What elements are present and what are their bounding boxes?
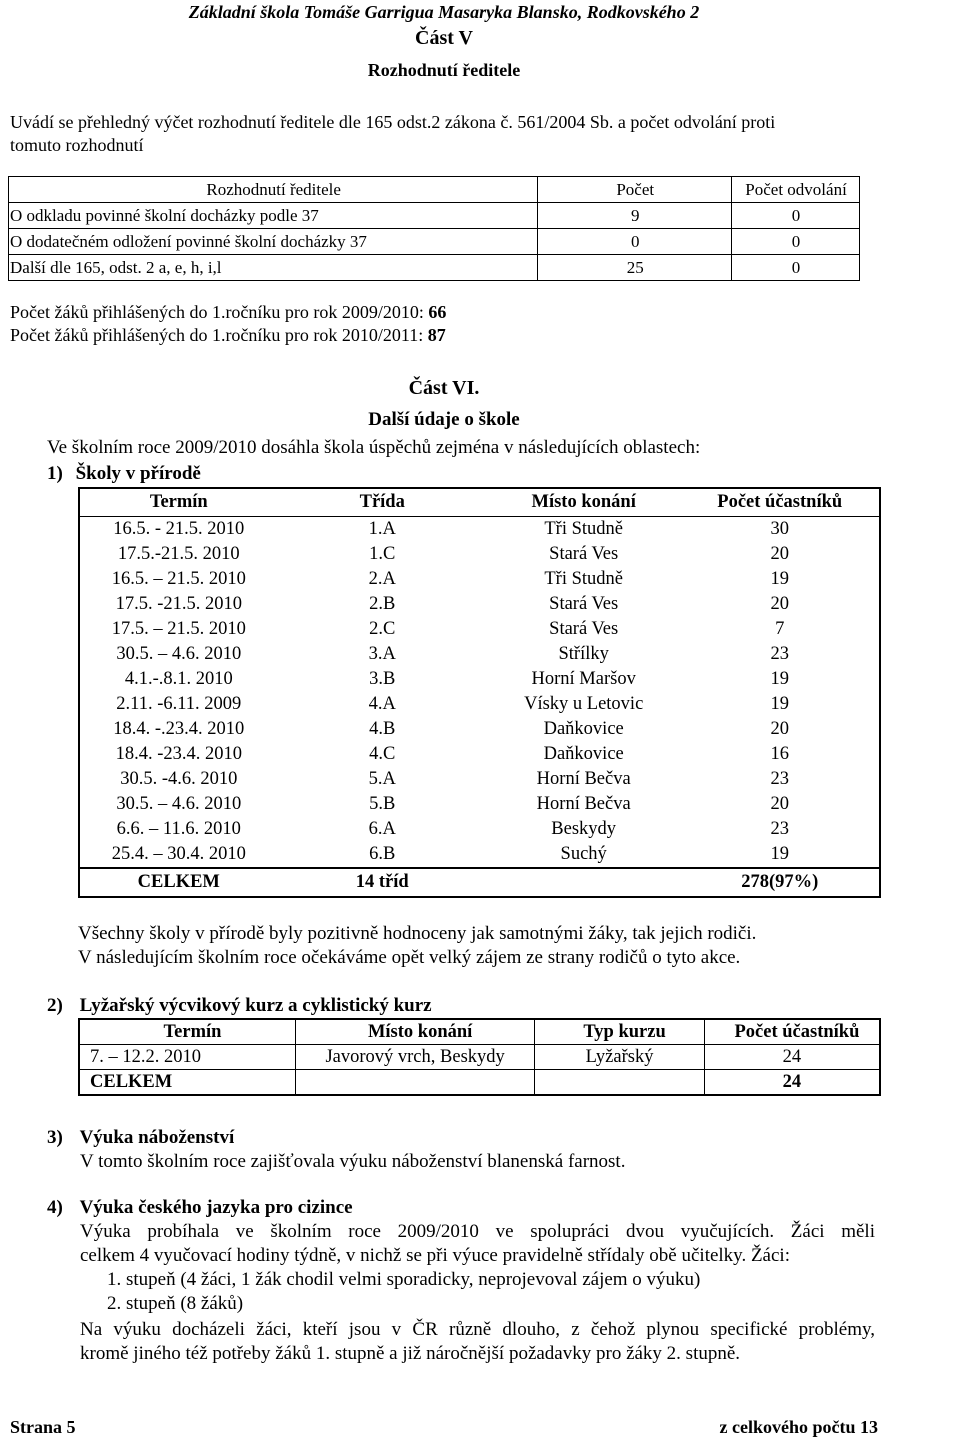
table-cell: 0 <box>732 255 860 281</box>
table-cell: Tři Studně <box>544 569 623 589</box>
table-row <box>79 842 880 868</box>
table-row <box>79 617 880 642</box>
section-title: Školy v přírodě <box>75 463 201 484</box>
table-cell: 5.A <box>368 769 396 789</box>
section-number: 4) <box>47 1197 63 1218</box>
table-header: Počet účastníků <box>704 1019 880 1045</box>
table-cell: Střílky <box>558 644 609 664</box>
table-cell: CELKEM <box>79 868 278 897</box>
table-cell: 0 <box>732 203 860 229</box>
enrollment-value: 87 <box>427 325 446 345</box>
table-cell: 278(97%) <box>680 868 880 897</box>
table-row <box>79 817 880 842</box>
section3-heading <box>47 1127 234 1149</box>
table-cell: 2.C <box>369 619 396 639</box>
part6-subtitle: Další údaje o škole <box>368 409 520 430</box>
section-title: Výuka českého jazyka pro cizince <box>79 1197 353 1218</box>
section1-note-2: V následujícím školním roce očekáváme opět velký zájem ze strany rodičů o tyto akce. <box>78 947 741 968</box>
table-cell: 17.5.-21.5. 2010 <box>79 542 278 567</box>
table-cell <box>535 1070 705 1096</box>
section1-heading <box>47 463 201 485</box>
table-cell: Horní Bečva <box>536 769 631 789</box>
table-cell: Stará Ves <box>549 594 619 614</box>
table-cell: Daňkovice <box>543 744 624 764</box>
section4-line-4: kromě jiného též potřeby žáků 1. stupně a již náročnější požadavky pro žáky 2. stupně. <box>80 1343 741 1364</box>
section4-line-3: Na výuku docházeli žáci, kteří jsou v ČR různě dlouho, z čehož plynou specifické problémy, <box>80 1319 875 1340</box>
table-cell: 4.1.-.8.1. 2010 <box>79 667 278 692</box>
table-cell: 16.5. - 21.5. 2010 <box>79 517 278 543</box>
table-cell: 6.B <box>369 844 396 864</box>
table-cell: 4.A <box>368 694 396 714</box>
table-header: Třída <box>278 488 487 517</box>
school-name: Základní škola Tomáše Garrigua Masaryka Blansko, Rodkovského 2 <box>188 2 700 22</box>
table-header: Počet účastníků <box>680 488 880 517</box>
table-cell: 18.4. -23.4. 2010 <box>79 742 278 767</box>
table-cell: 0 <box>538 229 732 255</box>
table-header-row <box>79 488 880 517</box>
table-row <box>9 255 860 281</box>
footer-page-total: z celkového počtu 13 <box>719 1417 878 1437</box>
section-title: Lyžařský výcvikový kurz a cyklistický kurz <box>79 995 432 1016</box>
table-row <box>79 567 880 592</box>
table-cell: Vísky u Letovic <box>524 694 644 714</box>
table-cell: 3.B <box>369 669 396 689</box>
table-cell: 19 <box>680 692 880 717</box>
section4-item-1: 1. stupeň (4 žáci, 1 žák chodil velmi sporadicky, neprojevoval zájem o výuku) <box>107 1269 701 1290</box>
table-cell: 30.5. -4.6. 2010 <box>79 767 278 792</box>
table-cell: 3.A <box>368 644 396 664</box>
table-cell <box>487 868 681 897</box>
table-cell: 20 <box>680 542 880 567</box>
table-total-row <box>79 868 880 897</box>
table-cell: 2.11. -6.11. 2009 <box>79 692 278 717</box>
table-cell: 25.4. – 30.4. 2010 <box>79 842 278 868</box>
table-cell: 4.C <box>369 744 396 764</box>
table-cell: 1.C <box>369 544 396 564</box>
table-total-row <box>79 1070 880 1096</box>
table-cell: 24 <box>704 1070 880 1096</box>
table-cell: 30.5. – 4.6. 2010 <box>79 792 278 817</box>
section-number: 2) <box>47 995 63 1016</box>
table-header: Rozhodnutí ředitele <box>9 177 538 203</box>
table-cell: Javorový vrch, Beskydy <box>295 1045 534 1070</box>
table-cell: 6.6. – 11.6. 2010 <box>79 817 278 842</box>
table-header: Termín <box>79 488 278 517</box>
section2-heading <box>47 995 432 1017</box>
enrollment-label: Počet žáků přihlášených do 1.ročníku pro rok 2009/2010: <box>10 302 424 322</box>
table-cell: Lyžařský <box>535 1045 705 1070</box>
table-header: Typ kurzu <box>535 1019 705 1045</box>
enrollment-label: Počet žáků přihlášených do 1.ročníku pro rok 2010/2011: <box>10 325 424 345</box>
section-number: 1) <box>47 463 63 484</box>
table-cell: 7 <box>680 617 880 642</box>
part-heading: Část V <box>415 27 473 49</box>
table-cell: Horní Bečva <box>536 794 631 814</box>
table-header: Místo konání <box>295 1019 534 1045</box>
enrollment-value: 66 <box>428 302 447 322</box>
table-row <box>9 229 860 255</box>
table-cell: 16.5. – 21.5. 2010 <box>79 567 278 592</box>
table-row <box>79 742 880 767</box>
ski-course-table <box>78 1018 881 1096</box>
table-cell: O odkladu povinné školní docházky podle 37 <box>9 203 538 229</box>
table-header: Termín <box>79 1019 295 1045</box>
table-cell <box>295 1070 534 1096</box>
table-row <box>79 717 880 742</box>
enrollment-line-1 <box>10 302 446 323</box>
table-cell: Suchý <box>560 844 607 864</box>
table-row <box>79 767 880 792</box>
table-cell: 25 <box>538 255 732 281</box>
table-cell: 14 tříd <box>278 868 487 897</box>
table-cell: 20 <box>680 717 880 742</box>
table-header: Místo konání <box>487 488 681 517</box>
table-cell: 17.5. – 21.5. 2010 <box>79 617 278 642</box>
table-row <box>79 592 880 617</box>
table-cell: Beskydy <box>551 819 617 839</box>
table-cell: 19 <box>680 567 880 592</box>
table-cell: Stará Ves <box>549 619 619 639</box>
table-cell: CELKEM <box>79 1070 295 1096</box>
section-number: 3) <box>47 1127 63 1148</box>
table-header-row <box>79 1019 880 1045</box>
table-cell: 24 <box>704 1045 880 1070</box>
table-cell: 23 <box>680 642 880 667</box>
table-cell: 1.A <box>368 519 396 539</box>
section4-heading <box>47 1197 353 1219</box>
table-cell: 20 <box>680 792 880 817</box>
table-row <box>79 517 880 543</box>
table-cell: 7. – 12.2. 2010 <box>79 1045 295 1070</box>
table-row <box>79 1045 880 1070</box>
table-cell: 19 <box>680 667 880 692</box>
enrollment-line-2 <box>10 325 446 346</box>
section3-text: V tomto školním roce zajišťovala výuku náboženství blanenská farnost. <box>80 1151 626 1172</box>
part6-intro: Ve školním roce 2009/2010 dosáhla škola úspěchů zejména v následujících oblastech: <box>47 437 701 458</box>
table-cell: O dodatečném odložení povinné školní docházky 37 <box>9 229 538 255</box>
table-header-row <box>9 177 860 203</box>
table-cell: 16 <box>680 742 880 767</box>
table-cell: 23 <box>680 817 880 842</box>
table-row <box>79 692 880 717</box>
table-cell: Daňkovice <box>543 719 624 739</box>
decisions-table <box>8 176 860 281</box>
section4-item-2: 2. stupeň (8 žáků) <box>107 1293 244 1314</box>
table-cell: 18.4. -.23.4. 2010 <box>79 717 278 742</box>
table-cell: 30.5. – 4.6. 2010 <box>79 642 278 667</box>
table-header: Počet <box>538 177 732 203</box>
section-title: Výuka náboženství <box>79 1127 235 1148</box>
table-cell: 23 <box>680 767 880 792</box>
intro-line-1: Uvádí se přehledný výčet rozhodnutí ředitele dle 165 odst.2 zákona č. 561/2004 Sb. a počet odvolání proti <box>10 112 776 132</box>
nature-schools-table <box>78 487 881 898</box>
table-cell: 20 <box>680 592 880 617</box>
table-cell: 6.A <box>368 819 396 839</box>
table-cell: 2.B <box>369 594 396 614</box>
table-cell: 5.B <box>369 794 396 814</box>
intro-line-2: tomuto rozhodnutí <box>10 135 144 155</box>
table-cell: Horní Maršov <box>531 669 636 689</box>
section4-line-2: celkem 4 vyučovací hodiny týdně, v nichž se při výuce pravidelně střídaly obě učitelky. Žáci: <box>80 1245 790 1266</box>
section-title: Rozhodnutí ředitele <box>367 60 521 80</box>
table-cell: 17.5. -21.5. 2010 <box>79 592 278 617</box>
table-row <box>79 667 880 692</box>
table-cell: 2.A <box>368 569 396 589</box>
table-row <box>9 203 860 229</box>
table-cell: Další dle 165, odst. 2 a, e, h, i,l <box>9 255 538 281</box>
table-row <box>79 792 880 817</box>
section4-line-1: Výuka probíhala ve školním roce 2009/2010 ve spolupráci dvou vyučujících. Žáci měli <box>80 1221 875 1242</box>
table-header: Počet odvolání <box>732 177 860 203</box>
table-cell: 30 <box>680 517 880 543</box>
table-row <box>79 542 880 567</box>
section1-note-1: Všechny školy v přírodě byly pozitivně hodnoceny jak samotnými žáky, tak jejich rodiči. <box>78 923 757 944</box>
table-cell: Tři Studně <box>544 519 623 539</box>
table-row <box>79 642 880 667</box>
part6-heading: Část VI. <box>408 377 480 399</box>
table-cell: 9 <box>538 203 732 229</box>
table-cell: 0 <box>732 229 860 255</box>
table-cell: 4.B <box>369 719 396 739</box>
footer-page-number: Strana 5 <box>10 1417 76 1437</box>
table-cell: 19 <box>680 842 880 868</box>
table-cell: Stará Ves <box>549 544 619 564</box>
